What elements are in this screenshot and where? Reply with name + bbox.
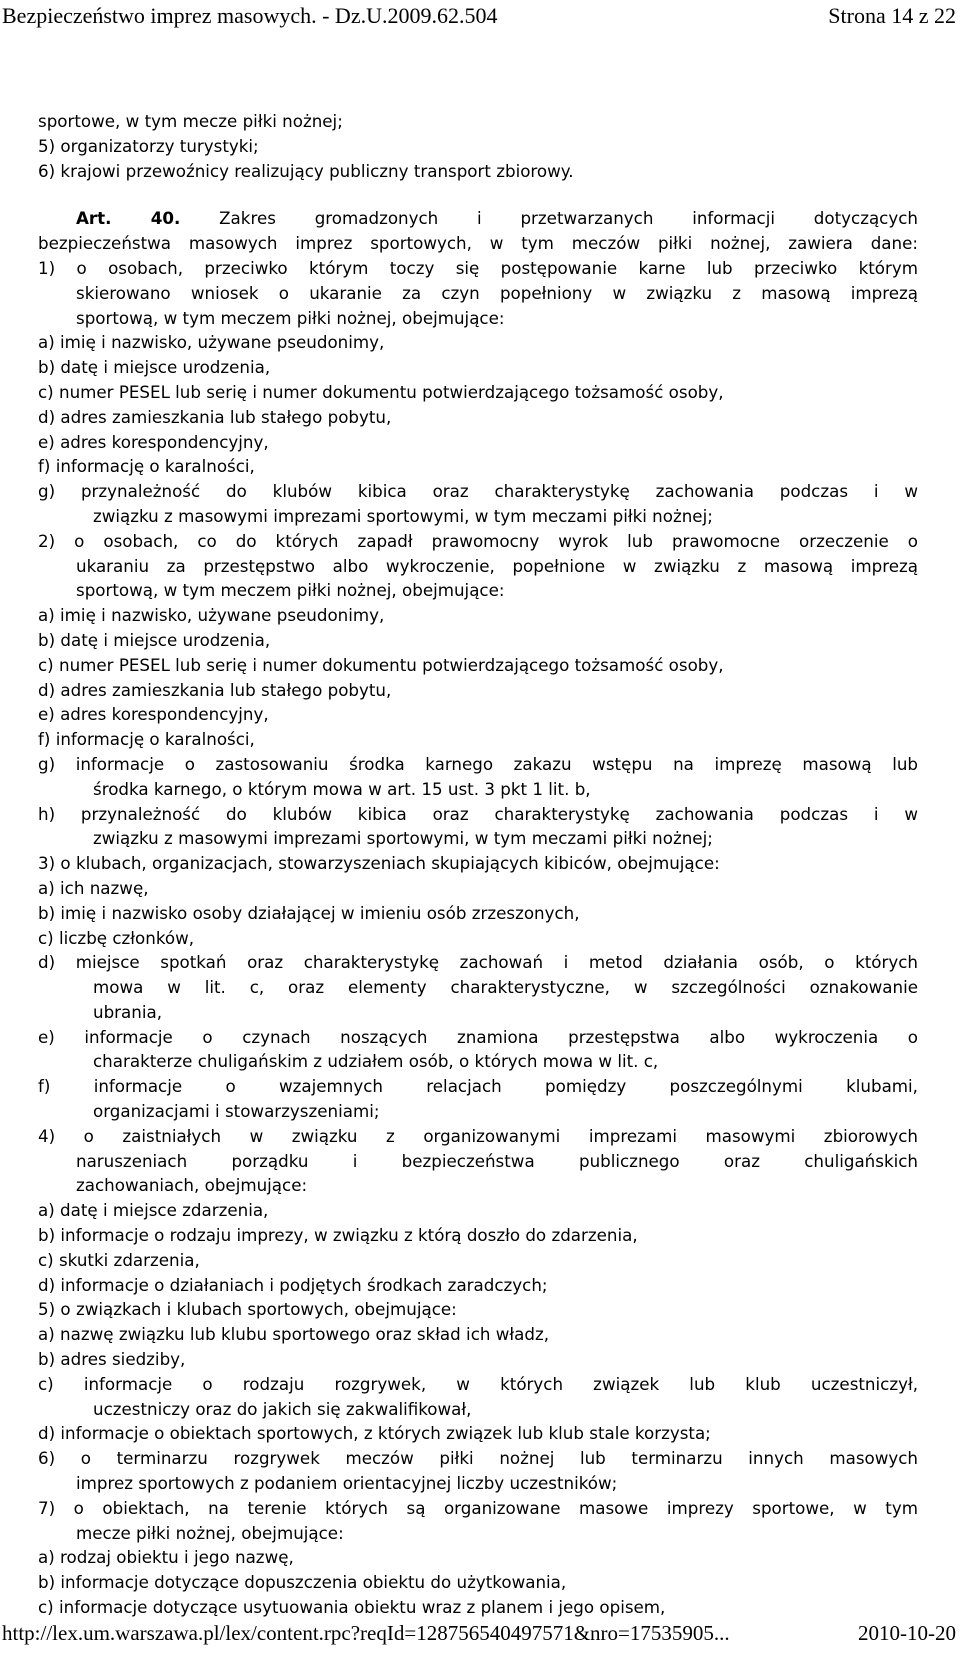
text-line: skierowano wniosek o ukaranie za czyn popełniony w związku z masową imprezą [76,282,918,303]
sub-item: b) adres siedziby, [38,1349,186,1370]
text-line: imprez sportowych z podaniem orientacyjnej liczby uczestników; [76,1473,618,1494]
page-header [0,3,960,33]
sub-item: g) informacje o zastosowaniu środka karnego zakazu wstępu na imprezę masową lub [38,753,918,774]
page-footer [0,1621,960,1651]
list-item: 7) o obiektach, na terenie których są organizowane masowe imprezy sportowe, w tym [38,1497,918,1518]
sub-item: d) informacje o obiektach sportowych, z których związek lub klub stale korzysta; [38,1423,711,1444]
sub-item: c) numer PESEL lub serię i numer dokumentu potwierdzającego tożsamość osoby, [38,654,724,675]
sub-item: c) informacje o rodzaju rozgrywek, w których związek lub klub uczestniczył, [38,1373,918,1394]
sub-item: b) informacje dotyczące dopuszczenia obiektu do użytkowania, [38,1572,567,1593]
list-item: 1) o osobach, przeciwko którym toczy się postępowanie karne lub przeciwko którym [38,257,918,278]
sub-item: e) adres korespondencyjny, [38,704,269,725]
sub-item: b) datę i miejsce urodzenia, [38,357,271,378]
text-line: charakterze chuligańskim z udziałem osób, o których mowa w lit. c, [93,1051,659,1072]
sub-item: b) imię i nazwisko osoby działającej w imieniu osób zrzeszonych, [38,902,580,923]
sub-item: h) przynależność do klubów kibica oraz charakterystykę zachowania podczas i w [38,803,918,824]
sub-item: f) informacje o wzajemnych relacjach pomiędzy poszczególnymi klubami, [38,1076,918,1097]
sub-item: g) przynależność do klubów kibica oraz charakterystykę zachowania podczas i w [38,481,918,502]
text-line: środka karnego, o którym mowa w art. 15 ust. 3 pkt 1 lit. b, [93,778,591,799]
list-item: 6) o terminarzu rozgrywek meczów piłki nożnej lub terminarzu innych masowych [38,1448,918,1469]
source-url: http://lex.um.warszawa.pl/lex/content.rpc?reqId=128756540497571&nro=17535905... [2,1621,730,1645]
sub-item: e) adres korespondencyjny, [38,431,269,452]
text-line: związku z masowymi imprezami sportowymi, w tym meczami piłki nożnej; [93,828,713,849]
text-line: sportowe, w tym mecze piłki nożnej; [38,111,343,131]
sub-item: f) informację o karalności, [38,456,255,477]
sub-item: c) liczbę członków, [38,927,195,948]
text-line: mecze piłki nożnej, obejmujące: [76,1522,344,1543]
text-line: sportową, w tym meczem piłki nożnej, obejmujące: [76,580,505,601]
article-text: Zakres gromadzonych i przetwarzanych informacji dotyczących [180,208,918,229]
sub-item: c) numer PESEL lub serię i numer dokumentu potwierdzającego tożsamość osoby, [38,381,724,402]
sub-item: c) skutki zdarzenia, [38,1249,200,1270]
text-line: ubrania, [93,1001,162,1022]
sub-item: a) rodzaj obiektu i jego nazwę, [38,1547,294,1568]
print-date: 2010-10-20 [858,1621,956,1645]
sub-item: a) imię i nazwisko, używane pseudonimy, [38,332,385,353]
article-40-heading [38,206,918,231]
sub-item: b) informacje o rodzaju imprezy, w związku z którą doszło do zdarzenia, [38,1225,638,1246]
sub-item: b) datę i miejsce urodzenia, [38,629,271,650]
sub-item: f) informację o karalności, [38,729,255,750]
text-line: związku z masowymi imprezami sportowymi, w tym meczami piłki nożnej; [93,505,713,526]
text-line: ukaraniu za przestępstwo albo wykroczenie, popełnione w związku z masową imprezą [76,555,918,576]
text-line: 5) organizatorzy turystyki; [38,135,259,156]
list-item: 2) o osobach, co do których zapadł prawomocny wyrok lub prawomocne orzeczenie o [38,530,918,551]
page-number: Strona 14 z 22 [828,3,956,28]
text-line: mowa w lit. c, oraz elementy charakterystyczne, w szczególności oznakowanie [93,977,918,998]
text-line: uczestniczy oraz do jakich się zakwalifikował, [93,1398,472,1419]
sub-item: a) nazwę związku lub klubu sportowego oraz skład ich władz, [38,1324,550,1345]
sub-item: a) ich nazwę, [38,877,149,898]
text-line: sportową, w tym meczem piłki nożnej, obejmujące: [76,307,505,328]
sub-item: e) informacje o czynach noszących znamiona przestępstwa albo wykroczenia o [38,1026,918,1047]
sub-item: d) adres zamieszkania lub stałego pobytu, [38,406,392,427]
sub-item: d) adres zamieszkania lub stałego pobytu, [38,679,392,700]
text-line: zachowaniach, obejmujące: [76,1175,308,1196]
sub-item: d) informacje o działaniach i podjętych środkach zaradczych; [38,1274,548,1295]
text-line: organizacjami i stowarzyszeniami; [93,1101,380,1122]
list-item: 4) o zaistniałych w związku z organizowanymi imprezami masowymi zbiorowych [38,1125,918,1146]
sub-item: a) imię i nazwisko, używane pseudonimy, [38,605,385,626]
article-label: Art. 40. [76,208,181,229]
sub-item: c) informacje dotyczące usytuowania obiektu wraz z planem i jego opisem, [38,1597,666,1618]
sub-item: d) miejsce spotkań oraz charakterystykę zachowań i metod działania osób, o których [38,952,918,973]
document-title: Bezpieczeństwo imprez masowych. - Dz.U.2009.62.504 [2,3,498,28]
text-line: 6) krajowi przewoźnicy realizujący publiczny transport zbiorowy. [38,160,574,181]
sub-item: a) datę i miejsce zdarzenia, [38,1200,269,1221]
text-line: bezpieczeństwa masowych imprez sportowych, w tym meczów piłki nożnej, zawiera dane: [38,233,918,254]
document-body [38,109,918,1620]
list-item: 3) o klubach, organizacjach, stowarzyszeniach skupiających kibiców, obejmujące: [38,853,720,874]
text-line: naruszeniach porządku i bezpieczeństwa publicznego oraz chuligańskich [76,1150,918,1171]
list-item: 5) o związkach i klubach sportowych, obejmujące: [38,1299,457,1320]
